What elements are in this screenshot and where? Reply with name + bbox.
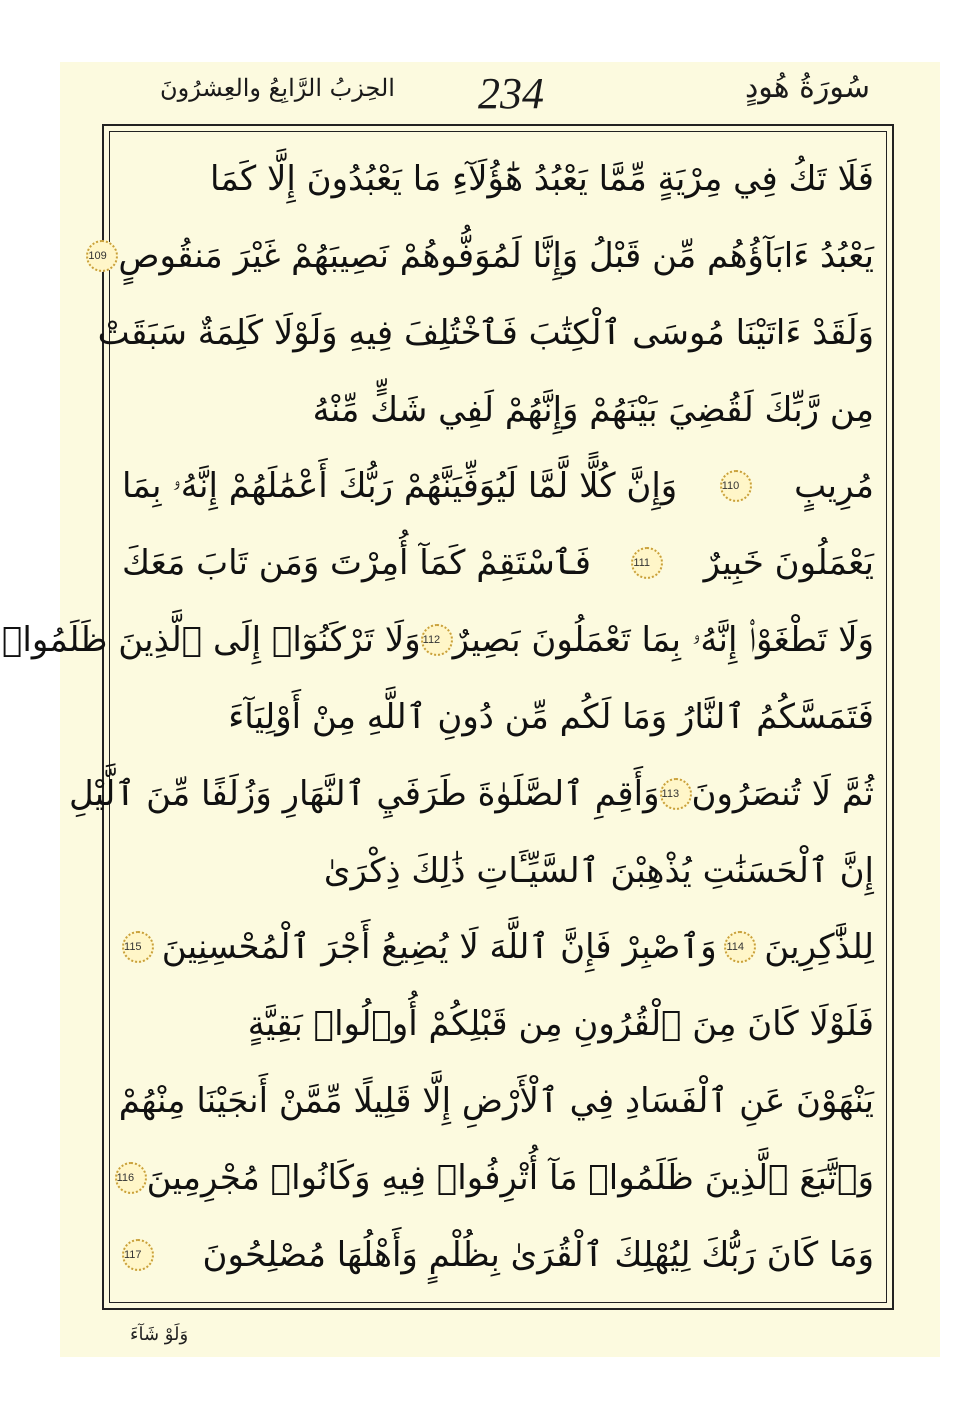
ayah-number-marker: 112 <box>421 624 453 656</box>
verse-text: فَتَمَسَّكُمُ ٱلنَّارُ وَمَا لَكُم مِّن دُونِ ٱللَّهِ مِنْ أَوْلِيَآءَ <box>228 696 874 737</box>
verse-line <box>2 605 874 675</box>
verse-text: يَعْمَلُونَ خَبِيرٌ <box>703 543 874 584</box>
verse-line <box>69 759 874 829</box>
verse-text: يَعْبُدُ ءَابَآؤُهُم مِّن قَبْلُ وَإِنَّا لَمُوَفُّوهُمْ نَصِيبَهُمْ غَيْرَ مَنقُوصٍ <box>118 235 874 276</box>
verse-text: وَٱصْبِرْ فَإِنَّ ٱللَّهَ لَا يُضِيعُ أَجْرَ ٱلْمُحْسِنِينَ <box>161 927 717 968</box>
catchword: وَلَوْ شَآءَ <box>130 1324 189 1345</box>
ayah-number-marker: 109 <box>86 240 118 272</box>
verse-text: فَلَوْلَا كَانَ مِنَ ٱلْقُرُونِ مِن قَبْلِكُمْ أُو۟لُوا۟ بَقِيَّةٍ <box>247 1004 874 1045</box>
mushaf-page <box>2 62 940 1357</box>
verse-text: يَنْهَوْنَ عَنِ ٱلْفَسَادِ فِي ٱلْأَرْضِ إِلَّا قَلِيلًا مِّمَّنْ أَنجَيْنَا مِنْهُمْ <box>118 1081 874 1122</box>
ayah-number-marker: 115 <box>122 931 154 963</box>
verse-line <box>88 221 874 291</box>
verse-text: فَلَا تَكُ فِي مِرْيَةٍ مِّمَّا يَعْبُدُ هَٰٓؤُلَآءِ مَا يَعْبُدُونَ إِلَّا كَمَا <box>209 159 874 199</box>
verse-text: لِلذَّٰكِرِينَ <box>764 927 874 968</box>
verse-text: وَأَقِمِ ٱلصَّلَوٰةَ طَرَفَيِ ٱلنَّهَارِ وَزُلَفًا مِّنَ ٱلَّيْلِ <box>69 773 660 814</box>
surah-name: سُورَةُ هُودٍ <box>744 70 870 105</box>
verse-text: وَلَا تَطْغَوْا۟ إِنَّهُۥ بِمَا تَعْمَلُونَ بَصِيرٌ <box>452 620 874 661</box>
verse-line <box>118 1066 874 1136</box>
verse-text: مِن رَّبِّكَ لَقُضِيَ بَيْنَهُمْ وَإِنَّهُمْ لَفِي شَكٍّ مِّنْهُ <box>312 389 874 430</box>
ayah-number-marker: 111 <box>631 547 663 579</box>
verse-text: فَٱسْتَقِمْ كَمَآ أُمِرْتَ وَمَن تَابَ مَعَكَ <box>122 543 592 584</box>
verse-text: وَلَا تَرْكَنُوٓا۟ إِلَى ٱلَّذِينَ ظَلَمُوا۟ <box>2 620 421 661</box>
verse-line <box>122 451 874 521</box>
verse-text: مُرِيبٍ <box>794 466 874 507</box>
ayah-number-marker: 113 <box>660 778 692 810</box>
verse-line <box>122 375 874 445</box>
verse-line <box>122 836 874 906</box>
verse-line <box>97 298 874 368</box>
verse-text: وَمَا كَانَ رَبُّكَ لِيُهْلِكَ ٱلْقُرَىٰ بِظُلْمٍ وَأَهْلُهَا مُصْلِحُونَ <box>202 1234 874 1275</box>
ayah-number-marker: 110 <box>720 470 752 502</box>
verse-line <box>122 989 874 1059</box>
verse-line <box>122 912 874 982</box>
verse-line <box>122 1220 874 1290</box>
page-number: 234 <box>478 69 544 118</box>
verse-text: وَٱتَّبَعَ ٱلَّذِينَ ظَلَمُوا۟ مَآ أُتْرِفُوا۟ فِيهِ وَكَانُوا۟ مُجْرِمِينَ <box>146 1157 874 1198</box>
verse-text: وَإِنَّ كُلًّا لَّمَّا لَيُوَفِّيَنَّهُمْ رَبُّكَ أَعْمَٰلَهُمْ إِنَّهُۥ بِمَا <box>122 466 678 507</box>
page-header <box>60 62 940 124</box>
verse-text: ثُمَّ لَا تُنصَرُونَ <box>691 773 874 814</box>
verse-line <box>122 682 874 752</box>
text-frame <box>2 124 894 1310</box>
verse-line <box>116 1143 874 1213</box>
hizb-label: الحِزبُ الرَّابِعُ والعِشرُونَ <box>160 74 395 102</box>
verse-lines <box>2 144 874 1290</box>
verse-text: إِنَّ ٱلْحَسَنَٰتِ يُذْهِبْنَ ٱلسَّيِّـَٔاتِ ذَٰلِكَ ذِكْرَىٰ <box>323 850 874 891</box>
ayah-number-marker: 116 <box>115 1162 147 1194</box>
verse-line <box>122 528 874 598</box>
verse-line <box>122 144 874 214</box>
ayah-number-marker: 117 <box>122 1239 154 1271</box>
verse-text: وَلَقَدْ ءَاتَيْنَا مُوسَى ٱلْكِتَٰبَ فَٱخْتُلِفَ فِيهِ وَلَوْلَا كَلِمَةٌ سَبَقَتْ <box>97 312 874 353</box>
ayah-number-marker: 114 <box>724 931 756 963</box>
